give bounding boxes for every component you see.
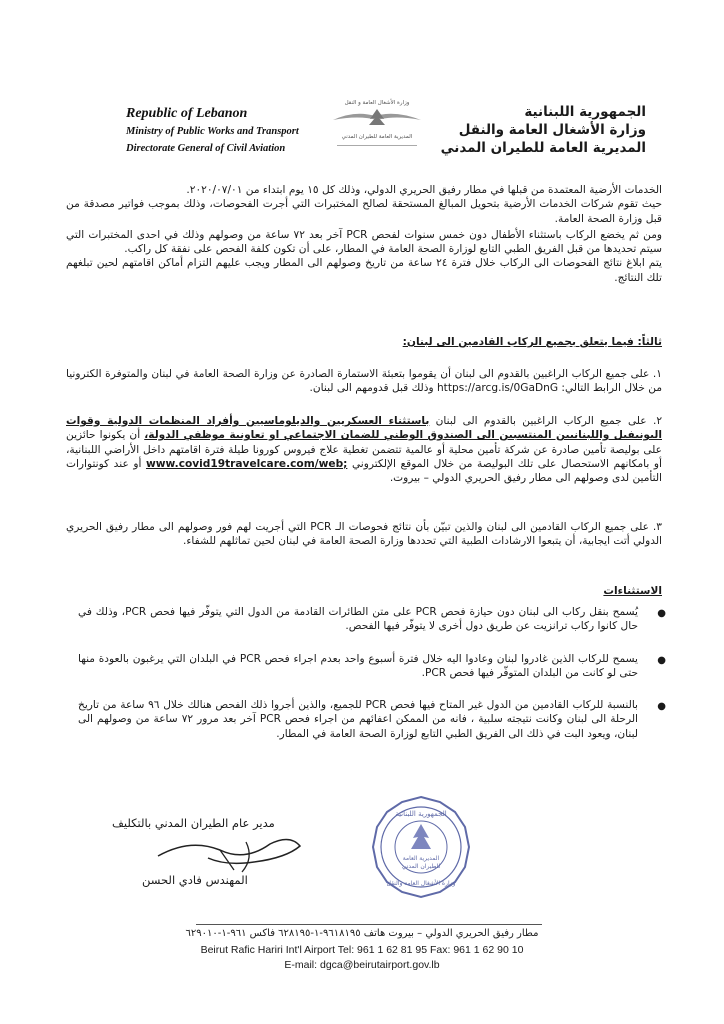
exception-text-1: يُسمح بنقل ركاب الى لبنان دون حيازة فحص PCR على متن الطائرات القادمة من الدول التي يتوفّر فيها فحص PCR، وذلك في حال كانوا ركاب ترانزيت عن طريق دول أخرى لا يتوفّر فيها الفحص. <box>78 606 638 633</box>
item-2-number: ٢. <box>652 415 663 427</box>
official-stamp <box>368 794 474 900</box>
svg-text:الجمهورية اللبنانية: الجمهورية اللبنانية <box>395 810 447 818</box>
item-2-text-c: أن يكونوا حائزين على بوليصة تأمين صادرة عن شركة تأمين محلية أو عالمية تتضمن تغطية علاج فيروس كورونا طيلة فترة اقامتهم داخل الأراضي اللبنانية، أو بامكانهم الاستحصال على تلك البوليصة من خلال الموقع الإلكتروني <box>66 429 662 470</box>
item-1-number: ١. <box>652 368 662 380</box>
crest-underline <box>337 145 417 146</box>
exception-text-3: بالنسبة للركاب القادمين من الدول غير المتاح فيها فحص PCR للجميع، والذين أجروا ذلك الفحص هنالك خلال ٩٦ ساعة من تاريخ الرحلة الى لبنان وكانت نتيجته سلبية ، فانه من الممكن اعفائهم من اجراء فحص PCR آخر بعد مرور ٧٢ ساعة من وصولهم الى لبنان، ويعود البت في ذلك الى الفريق الطبي التابع لوزارة الصحة العامة في المطار. <box>78 699 638 740</box>
header-en-line3: Directorate General of Civil Aviation <box>126 143 286 154</box>
insurance-link[interactable]: www.covid19travelcare.com/web; <box>145 457 348 470</box>
section3-item-1 <box>66 367 662 396</box>
footer-english: Beirut Rafic Hariri Int'l Airport Tel: 961 1 62 81 95 Fax: 961 1 62 90 10 <box>200 944 524 956</box>
exceptions-title: الاستثناءات <box>603 585 662 597</box>
item-2-text-a: على جميع الركاب الراغبين بالقدوم الى لبنان <box>435 415 647 427</box>
item-2-text-exempt: باستثناء العسكريين والديلوماسيين وأفراد المنظمات الدولية وقوات اليونيفيل واللبنانيين المنتسبين الى الصندوق الوطني للضمان الاجتماعي او تعاونية موظفي الدولة، <box>66 415 662 442</box>
section3-item-2 <box>66 414 662 485</box>
header-en-line2: Ministry of Public Works and Transport <box>126 126 299 137</box>
intro-paragraph-2: حيث تقوم شركات الخدمات الأرضية بتحويل المبالغ المستحقة لصالح المختبرات التي أجرت الفحوصات، وذلك بموجب فواتير مصدقة من قبل وزارة الصحة العامة. <box>66 198 662 225</box>
header-ar-line1: الجمهورية اللبنانية <box>524 104 646 120</box>
intro-section <box>66 183 662 285</box>
item-3-number: ٣. <box>652 521 662 533</box>
handwritten-signature <box>150 828 310 878</box>
footer-divider <box>196 924 542 925</box>
header-en-line1: Republic of Lebanon <box>126 106 248 121</box>
item-1-text: على جميع الركاب الراغبين بالقدوم الى لبنان أن يقوموا بتعبئة الاستمارة الصادرة عن وزارة الصحة العامة في لبنان والمتوفرة الكترونيا من خلال الرابط التالي: https://arcg.is/0GaDnG وذلك قبل قدومهم الى لبنان. <box>66 368 662 395</box>
svg-text:المديرية العامة: المديرية العامة <box>402 855 440 862</box>
header-ar-line2: وزارة الأشغال العامة والنقل <box>458 122 646 138</box>
crest-top-text: وزارة الأشغال العامة و النقل <box>344 100 410 106</box>
bullet-icon: ● <box>657 608 666 619</box>
signatory-name: المهندس فادي الحسن <box>142 873 248 887</box>
exception-item-3 <box>78 698 666 741</box>
bullet-icon: ● <box>657 655 666 666</box>
intro-paragraph-1: الخدمات الأرضية المعتمدة من قبلها في مطار رفيق الحريري الدولي، وذلك كل ١٥ يوم ابتداء من ٢٠٢٠/٠٧/٠١. <box>186 184 662 196</box>
exception-item-2 <box>78 652 666 681</box>
svg-text:وزارة الأشغال العامة والنقل: وزارة الأشغال العامة والنقل <box>386 880 456 887</box>
section3-item-3 <box>66 520 662 549</box>
signature-title: مدير عام الطيران المدني بالتكليف <box>112 816 275 830</box>
item-3-text: على جميع الركاب القادمين الى لبنان والذين تبيّن بأن نتائج فحوصات الـ PCR التي أجريت لهم فور وصولهم الى مطار رفيق الحريري الدولي أتت ايجابية، أن يتبعوا الارشادات الطبية التي تحددها وزارة الصحة العامة في لبنان لحين تماثلهم للشفاء. <box>66 521 662 548</box>
intro-paragraph-4: يتم ابلاغ نتائج الفحوصات الى الركاب خلال فترة ٢٤ ساعة من تاريخ وصولهم الى المطار ويجب عليهم التزام أماكن اقامتهم لحين تبلغهم تلك النتائج. <box>66 257 662 284</box>
cedar-wings-icon <box>325 106 429 128</box>
item-2-text-d: أو عند كونتوارات التأمين لدى وصولهم الى مطار رفيق الحريري الدولي – بيروت. <box>66 457 662 485</box>
footer-email[interactable]: E-mail: dgca@beirutairport.gov.lb <box>284 959 440 971</box>
bullet-icon: ● <box>657 701 666 712</box>
exception-item-1 <box>78 605 666 634</box>
svg-text:للطيران المدني: للطيران المدني <box>401 863 441 870</box>
header-ar-line3: المديرية العامة للطيران المدني <box>440 140 646 156</box>
section3-title: ثالثاً: فيما يتعلق بجميع الركاب القادمين الى لبنان: <box>402 336 662 348</box>
intro-paragraph-3: ومن ثم يخضع الركاب باستثناء الأطفال دون خمس سنوات لفحص PCR آخر بعد ٧٢ ساعة من وصولهم وذلك في احدى المختبرات التي سيتم تحديدها من قبل الفريق الطبي التابع لوزارة الصحة العامة في المطار، على أن تكون كلفة الفحص على نفقة كل راكب. <box>66 228 662 256</box>
ministry-crest <box>325 98 429 158</box>
exception-text-2: يسمح للركاب الذين غادروا لبنان وعادوا اليه خلال فترة أسبوع واحد بعدم اجراء فحص PCR في البلدان التي يرغبون بالعودة منها حتى لو كانت من البلدان المتوفّر فيها فحص PCR. <box>78 653 638 680</box>
footer-arabic: مطار رفيق الحريري الدولي – بيروت هاتف ٩٦١٨١٩٥-١-٦٢٨١٩٥ فاكس ٩٦١-١-٦٢٩٠١٠ <box>185 928 539 939</box>
crest-mid-text: المديرية العامة للطيران المدني <box>341 134 413 140</box>
